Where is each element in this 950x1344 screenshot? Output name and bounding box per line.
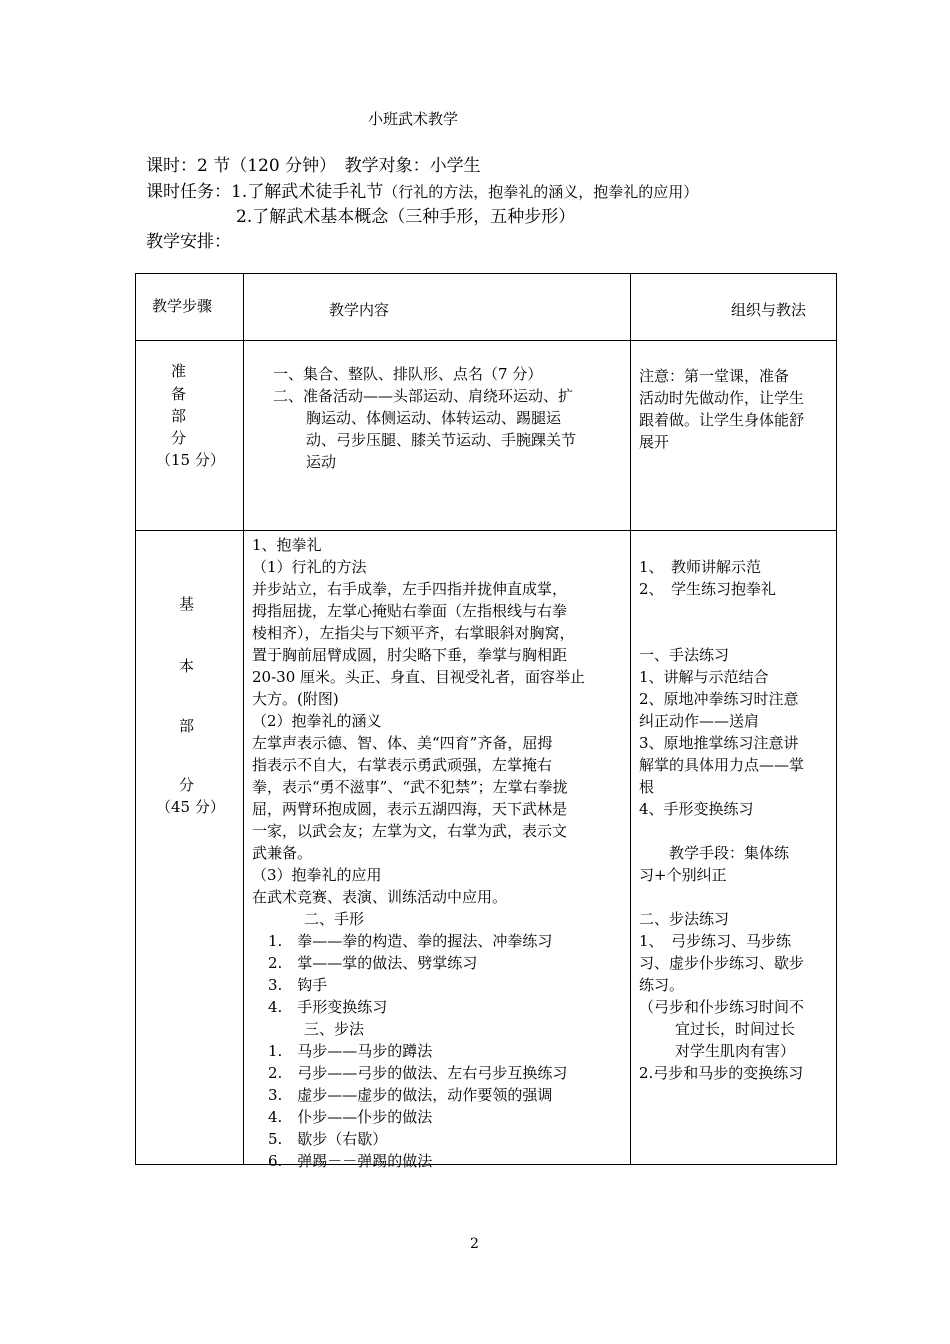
- header-line-3: 2.了解武术基本概念（三种手形，五种步形）: [236, 207, 576, 227]
- col-header-method: [631, 274, 837, 341]
- basic-method-line: 二、步法练习: [639, 910, 730, 928]
- prep-step-time: （15 分）: [156, 451, 225, 469]
- lesson-table: [135, 273, 837, 1170]
- basic-content-line: 1. 拳——拳的构造、拳的握法、冲拳练习: [268, 932, 553, 950]
- basic-method-line: 习、虚步仆步练习、歇步: [639, 954, 805, 972]
- basic-content-line: 3. 钩手: [268, 976, 328, 994]
- prep-content-line: 动、弓步压腿、膝关节运动、手腕踝关节: [306, 431, 577, 449]
- basic-step-char: 基: [179, 595, 195, 613]
- basic-method-line: 2、 学生练习抱拳礼: [639, 580, 777, 598]
- basic-content-line: 1. 马步——马步的蹲法: [268, 1042, 433, 1060]
- prep-content-line: 胸运动、体侧运动、体转运动、踢腿运: [306, 409, 562, 427]
- basic-method-line: 习+个别纠正: [639, 866, 727, 884]
- basic-method-line: 1、 教师讲解示范: [639, 558, 762, 576]
- basic-method-line: [639, 534, 836, 556]
- basic-content-line: 6. 弹踢－－弹踢的做法: [268, 1152, 433, 1170]
- prep-method-line: 展开: [639, 433, 670, 451]
- prep-step-char: 备: [171, 385, 187, 403]
- basic-content-line: 棱相齐），左指尖与下颏平齐，右掌眼斜对胸窝，: [252, 624, 575, 642]
- basic-content-line: 1、抱拳礼: [252, 536, 322, 554]
- basic-method-line: 根: [639, 778, 655, 796]
- basic-method-line: 宜过长，时间过长: [675, 1020, 796, 1038]
- basic-content-line: 大方。(附图): [252, 690, 339, 708]
- prep-method-line: 注意：第一堂课，准备: [639, 367, 790, 385]
- basic-method-line: [639, 886, 836, 908]
- basic-method-line: 对学生肌肉有害）: [675, 1042, 796, 1060]
- basic-step-char: 部: [179, 717, 195, 735]
- document-title: 小班武术教学: [368, 110, 459, 128]
- basic-step-char: 本: [179, 657, 195, 675]
- basic-method-line: 练习。: [639, 976, 685, 994]
- prep-row: [136, 341, 837, 531]
- basic-method-line: [639, 622, 836, 644]
- basic-method-line: 3、原地推掌练习注意讲: [639, 734, 799, 752]
- col-header-step: [136, 274, 244, 341]
- basic-content-line: 拇指屈拢，左掌心掩贴右拳面（左指根线与右拳: [252, 602, 568, 620]
- prep-content-line: 一、集合、整队、排队形、点名（7 分）: [273, 365, 543, 383]
- basic-content-line: 二、手形: [304, 910, 365, 928]
- basic-method-line: 2.弓步和马步的变换练习: [639, 1064, 804, 1082]
- basic-content-line: 置于胸前屈臂成圆，肘尖略下垂，拳掌与胸相距: [252, 646, 568, 664]
- basic-content-line: 2. 掌——掌的做法、劈掌练习: [268, 954, 478, 972]
- basic-method-line: 一、手法练习: [639, 646, 730, 664]
- basic-content-line: 3. 虚步——虚步的做法，动作要领的强调: [268, 1086, 553, 1104]
- header-line-2-suffix: （行礼的方法，抱拳礼的涵义，抱拳礼的应用）: [383, 183, 699, 201]
- prep-content-cell: [244, 341, 631, 531]
- basic-step-time: （45 分）: [156, 798, 225, 816]
- prep-step-cell: [136, 341, 244, 531]
- header-line-4: 教学安排：: [146, 232, 231, 252]
- basic-content-line: 屈，两臂环抱成圆，表示五湖四海，天下武林是: [252, 800, 568, 818]
- col-header-content-label: 教学内容: [329, 301, 390, 319]
- prep-method-cell: [631, 341, 837, 531]
- prep-content-line: 二、准备活动——头部运动、肩绕环运动、扩: [273, 387, 574, 405]
- prep-content-line: 运动: [306, 453, 337, 471]
- basic-content-line: 并步站立，右手成拳，左手四指并拢伸直成掌，: [252, 580, 568, 598]
- basic-method-line: 2、原地冲拳练习时注意: [639, 690, 799, 708]
- col-header-method-label: 组织与教法: [731, 301, 807, 319]
- prep-method-line: 活动时先做动作，让学生: [639, 389, 805, 407]
- basic-content-line: 20-30 厘米。头正、身直、目视受礼者，面容举止: [252, 668, 586, 686]
- prep-step-char: 准: [171, 362, 187, 380]
- header-line-2: [146, 177, 698, 202]
- basic-step-cell: [136, 531, 244, 1165]
- basic-method-cell: [631, 531, 837, 1165]
- basic-content-line: 5. 歇步（右歇）: [268, 1130, 388, 1148]
- basic-method-line: 1、 弓步练习、马步练: [639, 932, 792, 950]
- basic-method-line: 4、手形变换练习: [639, 800, 754, 818]
- basic-content-line: 指表示不自大，右掌表示勇武顽强，左掌掩右: [252, 756, 553, 774]
- basic-method-line: [639, 820, 836, 842]
- col-header-step-label: 教学步骤: [152, 297, 213, 315]
- basic-content-line: 三、步法: [304, 1020, 365, 1038]
- basic-method-line: [639, 600, 836, 622]
- basic-content-line: （1）行礼的方法: [252, 558, 367, 576]
- basic-content-line: 一家，以武会友；左掌为文，右掌为武，表示文: [252, 822, 568, 840]
- table-header-row: [136, 274, 837, 341]
- basic-content-line: 在武术竞赛、表演、训练活动中应用。: [252, 888, 508, 906]
- col-header-content: [244, 274, 631, 341]
- basic-content-line: 4. 仆步——仆步的做法: [268, 1108, 433, 1126]
- basic-content-line: 2. 弓步——弓步的做法、左右弓步互换练习: [268, 1064, 568, 1082]
- prep-step-char: 分: [171, 429, 187, 447]
- basic-method-line: （弓步和仆步练习时间不: [639, 998, 805, 1016]
- basic-method-line: 教学手段：集体练: [639, 844, 790, 862]
- basic-method-line: 1、讲解与示范结合: [639, 668, 769, 686]
- basic-method-line: 解掌的具体用力点——掌: [639, 756, 805, 774]
- prep-step-char: 部: [171, 407, 187, 425]
- basic-row: [136, 531, 837, 1165]
- basic-content-line: 左掌声表示德、智、体、美“四育”齐备，屈拇: [252, 734, 553, 752]
- basic-method-line: 纠正动作——送肩: [639, 712, 760, 730]
- header-line-2-prefix: 课时任务：1.了解武术徒手礼节: [146, 182, 384, 202]
- basic-content-line: （3）抱拳礼的应用: [252, 866, 382, 884]
- basic-content-line: 武兼备。: [252, 844, 313, 862]
- basic-content-line: 4. 手形变换练习: [268, 998, 388, 1016]
- prep-method-line: 跟着做。让学生身体能舒: [639, 411, 805, 429]
- basic-content-line: 拳，表示“勇不滋事”、“武不犯禁”；左掌右拳拢: [252, 778, 568, 796]
- basic-content-line: （2）抱拳礼的涵义: [252, 712, 382, 730]
- page-number: 2: [470, 1236, 479, 1252]
- header-line-1: 课时：2 节（120 分钟） 教学对象：小学生: [146, 156, 481, 176]
- basic-content-cell: [244, 531, 631, 1170]
- basic-step-char: 分: [179, 776, 195, 794]
